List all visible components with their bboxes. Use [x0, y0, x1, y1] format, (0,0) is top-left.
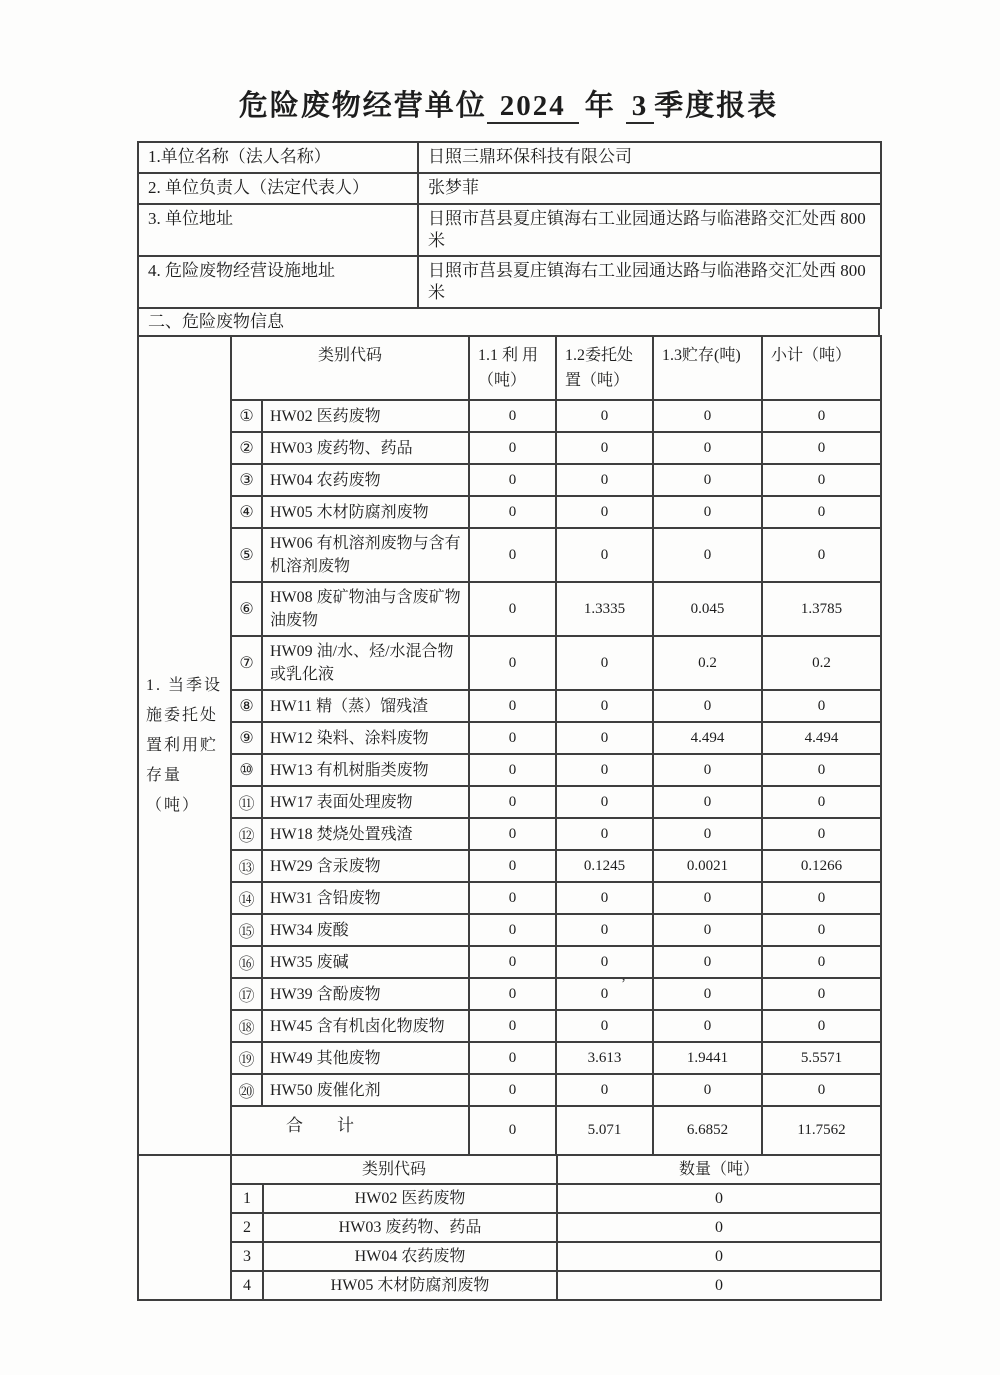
quantity-row [138, 1271, 881, 1300]
total-storage-cell: 6.6852 [653, 1106, 762, 1155]
waste-name-cell: HW31 含铅废物 [262, 882, 469, 914]
use-value-cell: 0 [469, 818, 556, 850]
unit-info-table [137, 141, 882, 309]
quantity-row [138, 1242, 881, 1271]
row-index-cell: ⑯ [231, 946, 262, 978]
storage-value-cell: 0 [653, 754, 762, 786]
quantity-row [138, 1213, 881, 1242]
waste-row [138, 946, 881, 978]
info-label-cell: 3. 单位地址 [138, 204, 418, 256]
header-subtotal-cell: 小计（吨） [762, 336, 881, 400]
qty-value-cell: 0 [557, 1242, 881, 1271]
storage-value-cell: 0 [653, 1010, 762, 1042]
waste-name-cell: HW09 油/水、烃/水混合物或乳化液 [262, 636, 469, 690]
subtotal-value-cell: 0 [762, 914, 881, 946]
waste-name-cell: HW39 含酚废物 [262, 978, 469, 1010]
waste-name-cell: HW08 废矿物油与含废矿物油废物 [262, 582, 469, 636]
entrust-value-cell: 0 [556, 464, 653, 496]
entrust-value-cell: 0 [556, 636, 653, 690]
use-value-cell: 0 [469, 432, 556, 464]
category-quantity-table [137, 1154, 882, 1301]
row-index-cell: ⑳ [231, 1074, 262, 1106]
row-index-cell: ③ [231, 464, 262, 496]
row-index-cell: ⑬ [231, 850, 262, 882]
storage-value-cell: 0 [653, 432, 762, 464]
waste-name-cell: HW06 有机溶剂废物与含有机溶剂废物 [262, 528, 469, 582]
info-row-unit-address [138, 204, 881, 256]
waste-name-cell: HW03 废药物、药品 [262, 432, 469, 464]
subtotal-value-cell: 0 [762, 432, 881, 464]
info-row-unit-name [138, 142, 881, 173]
quantity-left-empty-cell [138, 1155, 231, 1300]
qty-value-cell: 0 [557, 1271, 881, 1300]
subtotal-value-cell: 0 [762, 882, 881, 914]
entrust-value-cell: 0 [556, 754, 653, 786]
quantity-header-category-cell: 类别代码 [231, 1155, 557, 1184]
title-year-underlined: 2024 [487, 90, 579, 124]
entrust-value-cell: 0 [556, 1074, 653, 1106]
waste-name-cell: HW35 废碱 [262, 946, 469, 978]
waste-name-cell: HW45 含有机卤化物废物 [262, 1010, 469, 1042]
row-index-cell: 3 [231, 1242, 263, 1271]
entrust-value-cell: 1.3335 [556, 582, 653, 636]
qty-value-cell: 0 [557, 1184, 881, 1213]
info-value-cell: 日照市莒县夏庄镇海右工业园通达路与临港路交汇处西 800 米 [418, 204, 881, 256]
entrust-value-cell: 0 [556, 690, 653, 722]
total-label-cell: 合 计 [231, 1106, 469, 1155]
info-row-legal-person [138, 173, 881, 204]
subtotal-value-cell: 0 [762, 528, 881, 582]
info-label-cell: 2. 单位负责人（法定代表人） [138, 173, 418, 204]
section-heading-waste-info: 二、危险废物信息 [137, 307, 880, 337]
storage-value-cell: 0 [653, 464, 762, 496]
subtotal-value-cell: 0 [762, 496, 881, 528]
use-value-cell: 0 [469, 582, 556, 636]
storage-value-cell: 0.045 [653, 582, 762, 636]
use-value-cell: 0 [469, 1074, 556, 1106]
subtotal-value-cell: 0 [762, 400, 881, 432]
waste-row [138, 690, 881, 722]
entrust-value-cell: 0 [556, 1010, 653, 1042]
row-index-cell: ⑲ [231, 1042, 262, 1074]
title-prefix: 危险废物经营单位 [238, 90, 487, 122]
use-value-cell: 0 [469, 1010, 556, 1042]
waste-name-cell: HW12 染料、涂料废物 [262, 722, 469, 754]
use-value-cell: 0 [469, 882, 556, 914]
waste-name-cell: HW04 农药废物 [263, 1242, 557, 1271]
row-index-cell: ④ [231, 496, 262, 528]
waste-row [138, 528, 881, 582]
total-row [138, 1106, 881, 1155]
info-value-cell: 日照三鼎环保科技有限公司 [418, 142, 881, 173]
subtotal-value-cell: 1.3785 [762, 582, 881, 636]
row-index-cell: ⑰ [231, 978, 262, 1010]
storage-value-cell: 0 [653, 914, 762, 946]
row-index-cell: ⑱ [231, 1010, 262, 1042]
waste-name-cell: HW50 废催化剂 [262, 1074, 469, 1106]
info-value-cell: 张梦菲 [418, 173, 881, 204]
row-index-cell: ⑮ [231, 914, 262, 946]
waste-name-cell: HW17 表面处理废物 [262, 786, 469, 818]
row-index-cell: ⑨ [231, 722, 262, 754]
use-value-cell: 0 [469, 786, 556, 818]
use-value-cell: 0 [469, 464, 556, 496]
entrust-value-cell: 0 [556, 400, 653, 432]
subtotal-value-cell: 0 [762, 786, 881, 818]
storage-value-cell: 0 [653, 400, 762, 432]
waste-row [138, 722, 881, 754]
quantity-table-header-row [138, 1155, 881, 1184]
subtotal-value-cell: 0 [762, 1074, 881, 1106]
storage-value-cell: 0 [653, 1074, 762, 1106]
row-index-cell: ⑭ [231, 882, 262, 914]
waste-name-cell: HW05 木材防腐剂废物 [263, 1271, 557, 1300]
storage-value-cell: 0 [653, 528, 762, 582]
use-value-cell: 0 [469, 850, 556, 882]
info-label-cell: 1.单位名称（法人名称） [138, 142, 418, 173]
waste-name-cell: HW03 废药物、药品 [263, 1213, 557, 1242]
subtotal-value-cell: 5.5571 [762, 1042, 881, 1074]
quantity-header-qty-cell: 数量（吨） [557, 1155, 881, 1184]
row-index-cell: ⑫ [231, 818, 262, 850]
use-value-cell: 0 [469, 978, 556, 1010]
storage-value-cell: 0 [653, 946, 762, 978]
use-value-cell: 0 [469, 722, 556, 754]
entrust-value-cell: 0 [556, 496, 653, 528]
waste-name-cell: HW11 精（蒸）馏残渣 [262, 690, 469, 722]
waste-row [138, 464, 881, 496]
row-index-cell: ⑧ [231, 690, 262, 722]
storage-value-cell: 0 [653, 786, 762, 818]
entrust-value-cell: 0 [556, 786, 653, 818]
waste-row [138, 850, 881, 882]
quantity-row [138, 1184, 881, 1213]
info-value-cell: 日照市莒县夏庄镇海右工业园通达路与临港路交汇处西 800 米 [418, 256, 881, 308]
subtotal-value-cell: 0 [762, 690, 881, 722]
report-title [137, 84, 880, 128]
subtotal-value-cell: 0 [762, 946, 881, 978]
use-value-cell: 0 [469, 690, 556, 722]
subtotal-value-cell: 4.494 [762, 722, 881, 754]
use-value-cell: 0 [469, 754, 556, 786]
header-category-cell: 类别代码 [231, 336, 469, 400]
waste-name-cell: HW29 含汞废物 [262, 850, 469, 882]
row-index-cell: 2 [231, 1213, 263, 1242]
entrust-value-cell: 0 [556, 818, 653, 850]
waste-name-cell: HW18 焚烧处置残渣 [262, 818, 469, 850]
subtotal-value-cell: 0 [762, 978, 881, 1010]
waste-name-cell: HW05 木材防腐剂废物 [262, 496, 469, 528]
waste-row [138, 1010, 881, 1042]
entrust-value-cell: 0 [556, 882, 653, 914]
waste-name-cell: HW02 医药废物 [263, 1184, 557, 1213]
waste-row [138, 786, 881, 818]
use-value-cell: 0 [469, 528, 556, 582]
waste-name-cell: HW34 废酸 [262, 914, 469, 946]
total-use-cell: 0 [469, 1106, 556, 1155]
use-value-cell: 0 [469, 1042, 556, 1074]
waste-row [138, 914, 881, 946]
entrust-value-cell: 0 [556, 914, 653, 946]
row-index-cell: ⑩ [231, 754, 262, 786]
storage-value-cell: 0 [653, 690, 762, 722]
row-index-cell: 4 [231, 1271, 263, 1300]
waste-row [138, 1042, 881, 1074]
subtotal-value-cell: 0 [762, 818, 881, 850]
storage-value-cell: 1.9441 [653, 1042, 762, 1074]
report-content [137, 84, 880, 1301]
info-row-facility-address [138, 256, 881, 308]
row-group-label-cell: 1. 当季设施委托处置利用贮存量（吨） [138, 336, 231, 1155]
waste-name-cell: HW02 医药废物 [262, 400, 469, 432]
waste-quantity-table [137, 335, 882, 1156]
waste-row [138, 432, 881, 464]
header-storage-cell: 1.3贮存(吨) [653, 336, 762, 400]
waste-row [138, 978, 881, 1010]
title-quarter-underlined: 3 [626, 90, 655, 124]
header-entrust-cell: 1.2委托处置（吨） [556, 336, 653, 400]
title-year-label: 年 [584, 90, 616, 122]
entrust-value-cell: 0.1245 [556, 850, 653, 882]
subtotal-value-cell: 0 [762, 754, 881, 786]
waste-table-header-row [138, 336, 881, 400]
subtotal-value-cell: 0 [762, 464, 881, 496]
header-use-cell: 1.1 利 用（吨） [469, 336, 556, 400]
use-value-cell: 0 [469, 400, 556, 432]
info-label-cell: 4. 危险废物经营设施地址 [138, 256, 418, 308]
entrust-value-cell: 0 [556, 528, 653, 582]
use-value-cell: 0 [469, 636, 556, 690]
entrust-value-cell: 3.613 [556, 1042, 653, 1074]
waste-row [138, 636, 881, 690]
storage-value-cell: 0 [653, 882, 762, 914]
waste-name-cell: HW49 其他废物 [262, 1042, 469, 1074]
entrust-value-cell: 0 [556, 432, 653, 464]
row-index-cell: ⑦ [231, 636, 262, 690]
waste-row [138, 582, 881, 636]
waste-name-cell: HW13 有机树脂类废物 [262, 754, 469, 786]
waste-row [138, 882, 881, 914]
storage-value-cell: 0.0021 [653, 850, 762, 882]
subtotal-value-cell: 0.1266 [762, 850, 881, 882]
storage-value-cell: 0 [653, 818, 762, 850]
waste-row [138, 754, 881, 786]
use-value-cell: 0 [469, 496, 556, 528]
waste-row [138, 400, 881, 432]
row-index-cell: ⑪ [231, 786, 262, 818]
storage-value-cell: 0 [653, 496, 762, 528]
row-index-cell: ⑥ [231, 582, 262, 636]
storage-value-cell: 0.2 [653, 636, 762, 690]
total-entrust-cell: 5.071 [556, 1106, 653, 1155]
waste-row [138, 496, 881, 528]
subtotal-value-cell: 0 [762, 1010, 881, 1042]
use-value-cell: 0 [469, 946, 556, 978]
row-index-cell: ② [231, 432, 262, 464]
waste-row [138, 1074, 881, 1106]
entrust-value-cell: 0 [556, 722, 653, 754]
row-index-cell: ① [231, 400, 262, 432]
storage-value-cell: 4.494 [653, 722, 762, 754]
storage-value-cell: 0 [653, 978, 762, 1010]
row-index-cell: 1 [231, 1184, 263, 1213]
total-subtotal-cell: 11.7562 [762, 1106, 881, 1155]
waste-row [138, 818, 881, 850]
row-index-cell: ⑤ [231, 528, 262, 582]
scan-artifact-mark: ’ [621, 976, 626, 992]
title-suffix: 季度报表 [654, 90, 779, 122]
qty-value-cell: 0 [557, 1213, 881, 1242]
subtotal-value-cell: 0.2 [762, 636, 881, 690]
waste-name-cell: HW04 农药废物 [262, 464, 469, 496]
use-value-cell: 0 [469, 914, 556, 946]
entrust-value-cell: 0 [556, 946, 653, 978]
entrust-value-cell: 0 [556, 978, 653, 1010]
